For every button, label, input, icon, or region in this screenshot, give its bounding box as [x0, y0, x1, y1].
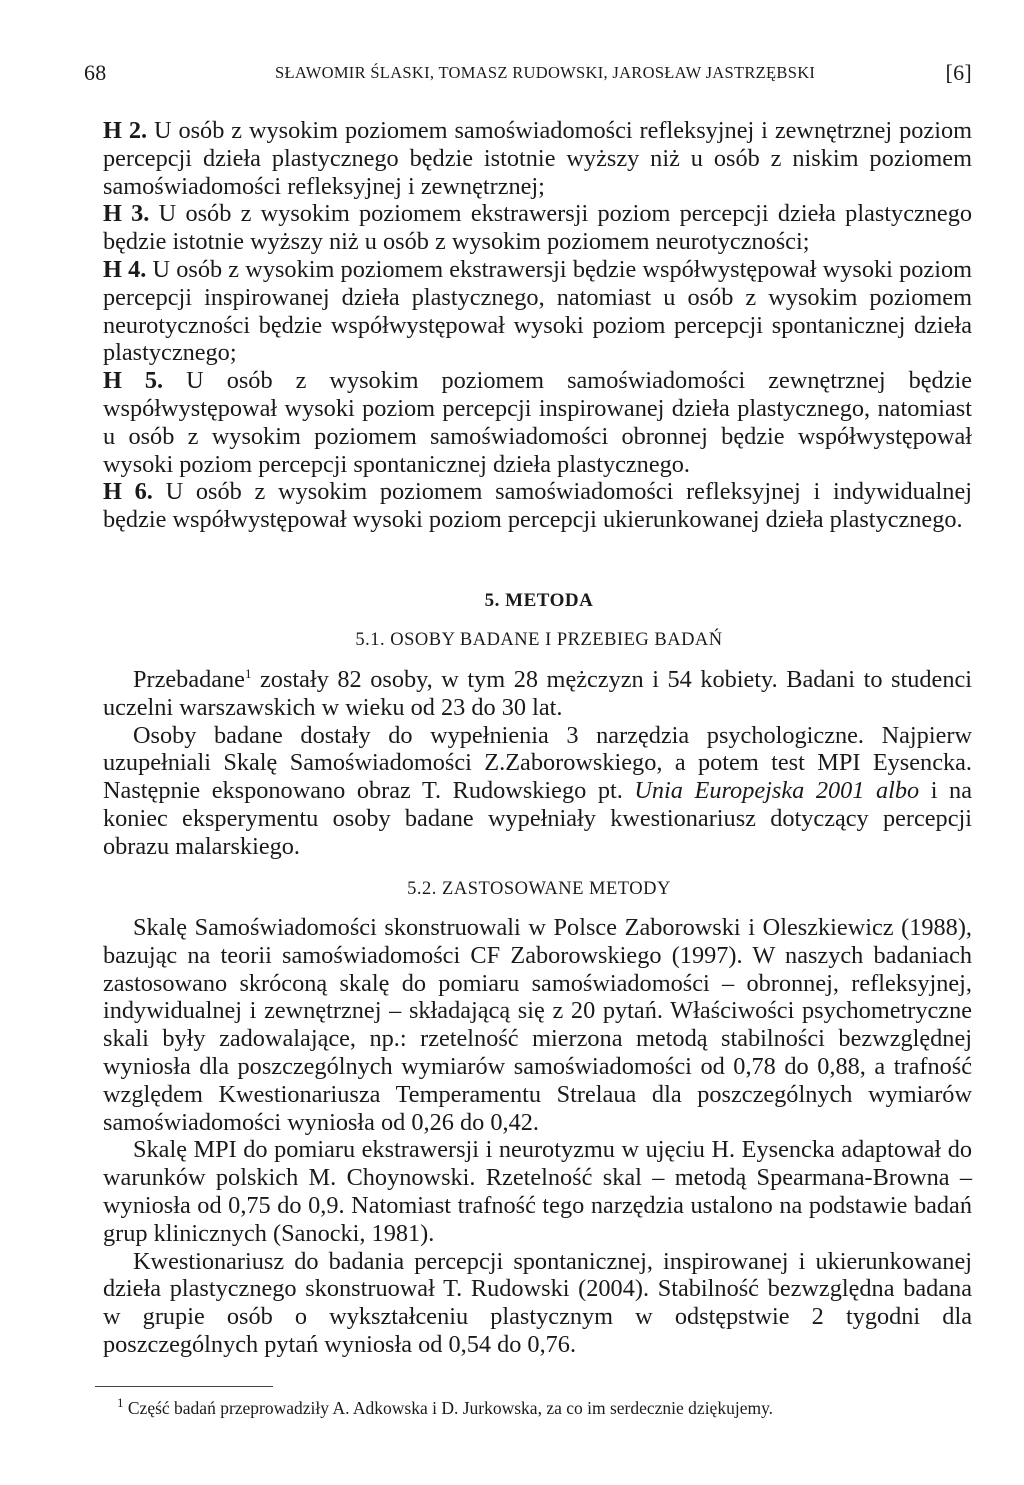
methods-section [103, 914, 972, 1359]
paragraph: Skalę MPI do pomiaru ekstrawersji i neurotyzmu w ujęciu H. Eysencka adaptował do warunków polskich M. Choynowski. Rzetelność skal – metodą Spearmana-Browna – wyniosła od 0,75 do 0,9. Natomiast trafność tego narzędzia ustalono na podstawie badań grup klinicznych (Sanocki, 1981). [103, 1136, 972, 1247]
subsection-heading-participants: 5.1. OSOBY BADANE I PRZEBIEG BADAŃ [355, 630, 723, 650]
hypothesis-label: H 3. [103, 200, 150, 228]
subsection-heading-methods: 5.2. ZASTOSOWANE METODY [407, 879, 671, 899]
paragraph: Skalę Samoświadomości skonstruowali w Polsce Zaborowski i Oleszkiewicz (1988), bazując na teorii samoświadomości CF Zaborowskiego (1997). W naszych badaniach zastosowano skróconą skalę do pomiaru samoświadomości – obronnej, refleksyjnej, indywidualnej i zewnętrznej – składającą się z 20 pytań. Właściwości psychometryczne skali były zadowalające, np.: rzetelność mierzona metodą stabilności bezwzględnej wyniosła dla poszczególnych wymiarów samoświadomości od 0,78 do 0,88, a trafność względem Kwestionariusza Temperamentu Strelaua dla poszczególnych wymiarów samoświadomości wyniosła od 0,26 do 0,42. [103, 914, 972, 1136]
hypothesis-label: H 4. [103, 255, 147, 283]
hypothesis-text: U osób z wysokim poziomem ekstrawersji poziom percepcji dzieła plastycznego będzie istotnie wyższy niż u osób z wysokim poziomem neurotyczności; [103, 200, 973, 256]
participants-section [103, 666, 972, 861]
paragraph-text: Przebadane [133, 666, 245, 693]
document-page [84, 0, 975, 1485]
section-heading: 5. METODA [484, 590, 594, 611]
hypothesis-label: H 6. [103, 478, 153, 506]
paragraph-text: Osoby badane dostały do wypełnienia 3 narzędzia psychologiczne. Najpierw uzupełniali Skalę Samoświadomości Z.Zaborowskiego, a potem test MPI Eysencka. Następnie eksponowano obraz T. Rudowskiego pt. [103, 721, 972, 805]
paragraph [103, 666, 972, 722]
hypothesis-text: U osób z wysokim poziomem samoświadomości refleksyjnej i indywidualnej będzie współwystępował wysoki poziom percepcji ukierunkowanej dzieła plastycznego. [103, 478, 972, 534]
paragraph [103, 722, 972, 861]
paragraph-text: i na koniec eksperymentu osoby badane wypełniały kwestionariusz dotyczący percepcji obrazu malarskiego. [103, 777, 972, 860]
footnote [117, 1397, 977, 1419]
paragraph-text: zostały 82 osoby, w tym 28 mężczyzn i 54 kobiety. Badani to studenci uczelni warszawskich w wieku od 23 do 30 lat. [103, 666, 972, 721]
footnote-marker: 1 [244, 665, 252, 681]
paragraph: Kwestionariusz do badania percepcji spontanicznej, inspirowanej i ukierunkowanej dzieła plastycznego skonstruował T. Rudowski (2004). Stabilność bezwzględna badana w grupie osób o wykształceniu plastycznym w odstępstwie 2 tygodni dla poszczególnych pytań wyniosła od 0,54 do 0,76. [103, 1247, 972, 1358]
hypothesis-text: U osób z wysokim poziomem samoświadomości refleksyjnej i zewnętrznej poziom percepcji dzieła plastycznego będzie istotnie wyższy niż u osób z niskim poziomem samoświadomości refleksyjnej i zewnętrznej; [103, 117, 972, 200]
running-header [84, 60, 975, 90]
hypothesis-text: U osób z wysokim poziomem ekstrawersji będzie współwystępował wysoki poziom percepcji inspirowanej dzieła plastycznego, natomiast u osób z wysokim poziomem neurotyczności będzie współwystępował wysoki poziom percepcji spontanicznej dzieła plastycznego; [103, 255, 972, 367]
running-header-authors: SŁAWOMIR ŚLASKI, TOMASZ RUDOWSKI, JAROSŁAW JASTRZĘBSKI [275, 63, 816, 82]
page-number: 68 [84, 60, 107, 85]
hypotheses-list [103, 117, 972, 534]
hypothesis-h4 [103, 256, 972, 367]
artwork-title: Unia Europejska 2001 albo [634, 777, 920, 805]
footnote-separator [95, 1386, 273, 1387]
hypothesis-h6 [103, 478, 972, 534]
hypothesis-text: U osób z wysokim poziomem samoświadomości zewnętrznej będzie współwystępował wysoki poziom percepcji inspirowanej dzieła plastycznego, natomiast u osób z wysokim poziomem samoświadomości obronnej będzie współwystępował wysoki poziom percepcji spontanicznej dzieła plastycznego. [103, 367, 972, 478]
hypothesis-h3 [103, 200, 972, 256]
hypothesis-label: H 2. [103, 117, 148, 144]
hypothesis-label: H 5. [103, 367, 164, 395]
footnote-number: 1 [117, 1395, 124, 1411]
section-reference: [6] [945, 60, 972, 85]
hypothesis-h5 [103, 367, 972, 478]
footnote-text: Część badań przeprowadziły A. Adkowska i D. Jurkowska, za co im serdecznie dziękujemy. [123, 1398, 774, 1418]
hypothesis-h2 [103, 117, 972, 200]
